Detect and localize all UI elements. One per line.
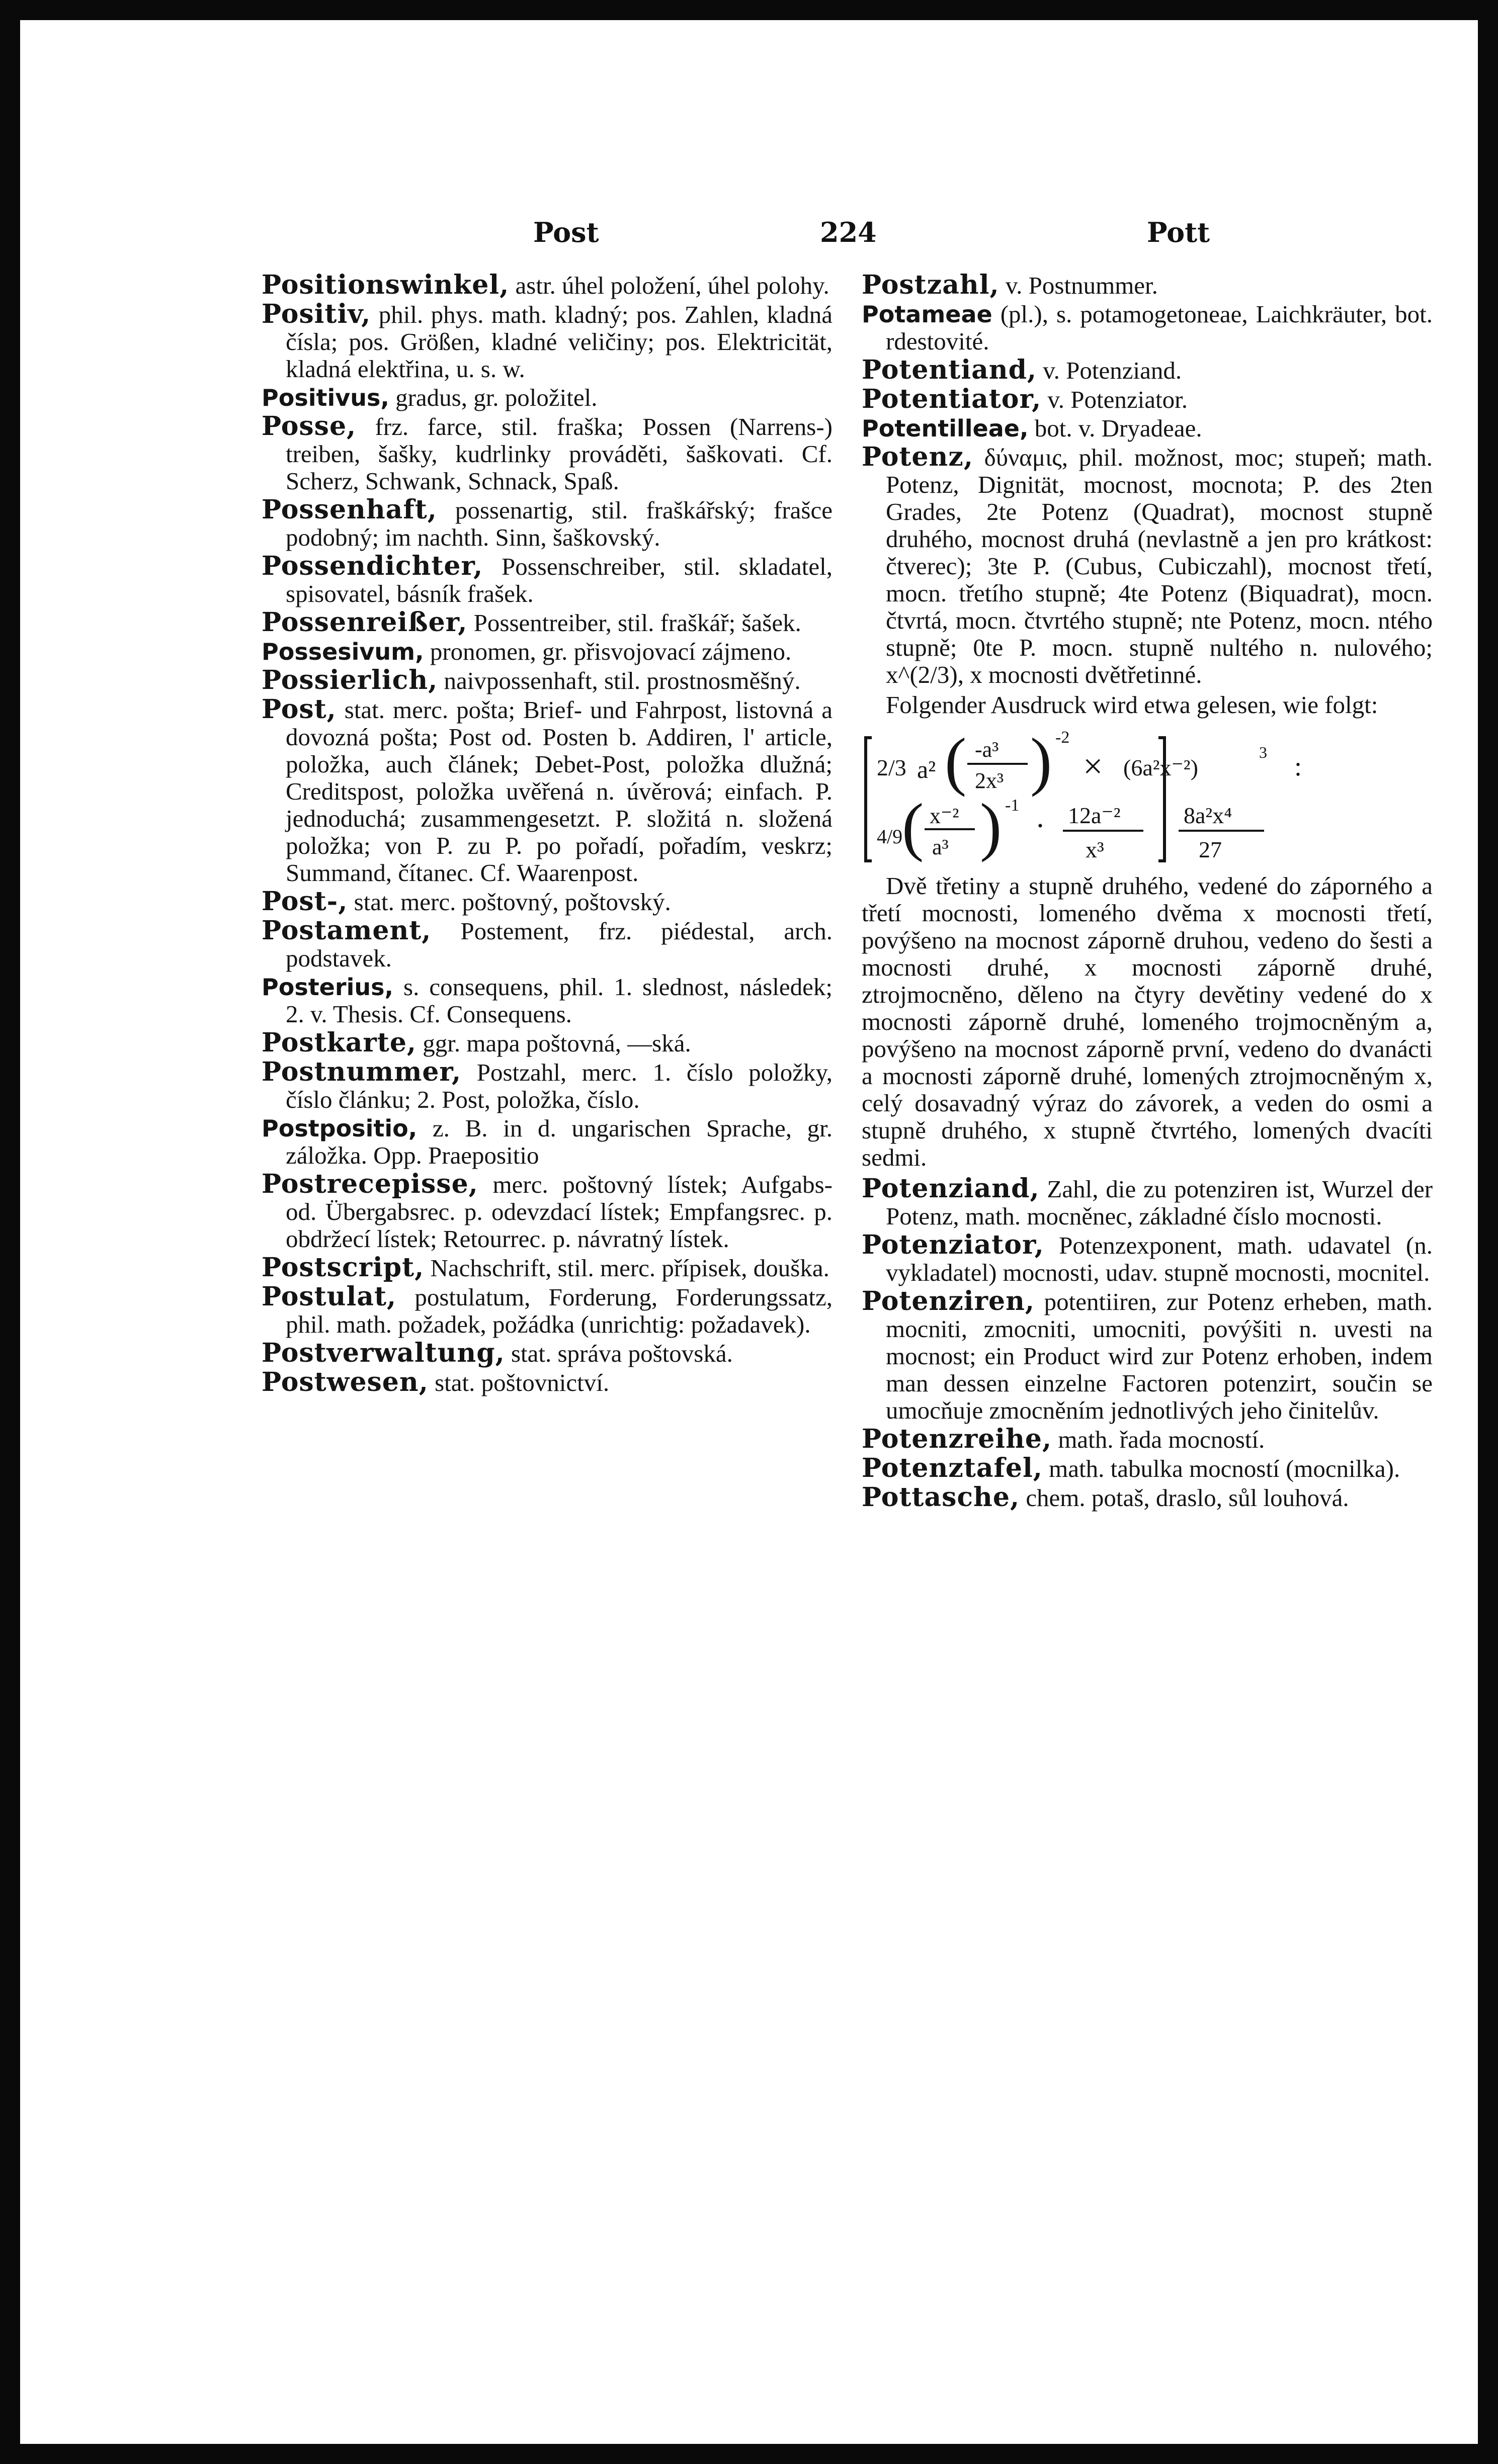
dictionary-entry <box>862 1288 1433 1424</box>
entry-headword: Potenziand, <box>862 1173 1040 1204</box>
running-head-left: Post <box>533 216 599 248</box>
formula-term: 2x³ <box>975 768 1004 793</box>
entry-headword: Postpositio, <box>262 1115 418 1142</box>
entry-definition: ggr. mapa poštovná, —ská. <box>423 1029 691 1057</box>
dictionary-entry <box>262 1254 833 1282</box>
formula-reading: Dvě třetiny a stupně druhého, vedené do záporného a třetí mocnosti, lomeného dvěma x mocnosti třetí, povýšeno na mocnost zápornĕ druhou, vedeno do šesti a mocnosti druhé, x mocnosti záporně druhé, ztrojmocněno, děleno na čtyry devětiny vedené do x mocnosti záporně druhé, lomeného trojmocněným a, povýšeno na mocnost záporně první, vedeno do dvanácti a mocnosti záporně druhé, lomených ztrojmocněným x, celý dosavadný výraz do závorek, a veden do osmi a stupně druhého, x stupně čtvrtého, lomených dvacíti sedmi. <box>862 872 1433 1171</box>
entry-definition: gradus, gr. položitel. <box>395 384 598 411</box>
formula-paren: ( <box>945 725 967 798</box>
formula-graphic <box>862 723 1433 868</box>
formula-term: x⁻² <box>930 804 959 828</box>
formula-paren: ) <box>1030 725 1052 798</box>
entry-headword: Postzahl, <box>862 270 1000 300</box>
entry-headword: Postament, <box>262 915 432 946</box>
formula-term: (6a²x⁻²) <box>1123 755 1198 780</box>
entry-definition: (pl.), s. potamogetoneae, Laichkräuter, bot. rdestovité. <box>886 300 1433 355</box>
entry-headword: Potentiand, <box>862 355 1037 385</box>
entry-headword: Postkarte, <box>262 1027 417 1058</box>
formula-term: a² <box>917 755 936 783</box>
dictionary-entry <box>862 386 1433 413</box>
dictionary-entry <box>262 1029 833 1057</box>
entry-definition: astr. úhel položení, úhel polohy. <box>515 272 829 299</box>
entry-headword: Pottasche, <box>862 1482 1020 1513</box>
entry-definition: s. consequens, phil. 1. slednost, následek; 2. v. Thesis. Cf. Consequens. <box>286 973 833 1028</box>
entry-definition: phil. phys. math. kladný; pos. Zahlen, kladná čísla; pos. Größen, kladné veličiny; pos. Elektricität, kladná elektřina, u. s. w. <box>286 301 833 383</box>
formula-intro: Folgender Ausdruck wird etwa gelesen, wie folgt: <box>886 691 1378 719</box>
formula-paren: ( <box>902 790 924 863</box>
formula-term: -2 <box>1055 728 1070 747</box>
entry-definition: Nachschrift, stil. merc. přípisek, douška. <box>430 1254 829 1282</box>
formula-left-bracket <box>866 738 872 861</box>
formula-term: a³ <box>932 835 949 859</box>
entry-headword: Postrecepisse, <box>262 1169 478 1199</box>
formula-term: 2/3 <box>877 755 906 780</box>
entry-definition: Potenzexponent, math. udavatel (n. vykladatel) mocnosti, udav. stupně mocnosti, mocnitel. <box>886 1231 1433 1286</box>
dictionary-entry <box>862 1455 1433 1482</box>
entry-headword: Potameae <box>862 301 992 328</box>
entry-definition: Possenschreiber, stil. skladatel, spisovatel, básník frašek. <box>286 553 833 607</box>
entry-headword: Postwesen, <box>262 1367 429 1397</box>
entry-definition: v. Potenziand. <box>1043 357 1182 384</box>
entry-definition: Postzahl, merc. 1. číslo položky, číslo článku; 2. Post, položka, číslo. <box>286 1059 833 1113</box>
formula-term: x³ <box>1086 837 1104 862</box>
dictionary-entry <box>262 696 833 887</box>
formula-term: : <box>1294 751 1302 781</box>
dictionary-entry <box>262 638 833 665</box>
entry-headword: Post-, <box>262 886 348 917</box>
entry-definition: merc. poštovný lístek; Aufgabs- od. Übergabsrec. p. odevzdací lístek; Empfangsrec. p. obdržecí lístek; Retourrec. p. návratný lístek. <box>286 1171 833 1253</box>
entry-headword: Postverwaltung, <box>262 1338 505 1368</box>
dictionary-entry <box>262 888 833 916</box>
formula-operator: · <box>1035 809 1045 842</box>
formula-term: 12a⁻² <box>1068 803 1121 828</box>
formula-term: -1 <box>1005 796 1020 815</box>
entry-definition: math. tabulka mocností (mocnilka). <box>1049 1455 1400 1482</box>
formula-term: 8a²x⁴ <box>1184 803 1232 828</box>
page-number: 224 <box>820 216 877 248</box>
entry-definition: naivpossenhaft, stil. prostnosměšný. <box>444 667 801 694</box>
dictionary-entry <box>862 444 1433 688</box>
math-formula <box>862 723 1433 868</box>
right-column-bottom-entries <box>862 1175 1433 1512</box>
formula-term: 27 <box>1199 837 1222 862</box>
entry-headword: Positionswinkel, <box>262 270 510 300</box>
dictionary-entry <box>862 1426 1433 1453</box>
entry-headword: Positiv, <box>262 299 371 329</box>
entry-headword: Potenztafel, <box>862 1453 1043 1483</box>
dictionary-entry <box>262 917 833 972</box>
dictionary-entry <box>262 974 833 1028</box>
entry-headword: Potenzreihe, <box>862 1424 1052 1454</box>
dictionary-entry <box>262 496 833 551</box>
entry-headword: Post, <box>262 694 337 725</box>
entry-definition: Zahl, die zu potenziren ist, Wurzel der Potenz, math. mocněnec, základné číslo mocnosti. <box>886 1175 1433 1230</box>
entry-headword: Posterius, <box>262 974 393 1001</box>
entry-definition: Postement, frz. piédestal, arch. podstavek. <box>286 917 833 972</box>
left-column <box>262 272 833 1398</box>
dictionary-entry <box>262 384 833 411</box>
page-header <box>20 216 1478 261</box>
dictionary-entry <box>862 1484 1433 1512</box>
dictionary-entry <box>862 272 1433 299</box>
entry-definition: Possentreiber, stil. fraškář; šašek. <box>473 609 801 637</box>
entry-headword: Possesivum, <box>262 638 424 665</box>
entry-definition: v. Postnummer. <box>1005 272 1158 299</box>
dictionary-entry <box>862 1175 1433 1230</box>
entry-definition: bot. v. Dryadeae. <box>1034 414 1202 442</box>
entry-headword: Possenhaft, <box>262 494 437 525</box>
dictionary-entry <box>262 301 833 383</box>
dictionary-entry <box>262 413 833 495</box>
dictionary-entry <box>262 1369 833 1396</box>
formula-term: -a³ <box>975 737 999 762</box>
dictionary-entry <box>862 357 1433 384</box>
formula-paren: ) <box>980 790 1002 863</box>
formula-term: 4/9 <box>877 825 903 848</box>
entry-definition: postulatum, Forderung, Forderungssatz, phil. math. požadek, požádka (unrichtig: požadavek). <box>286 1283 833 1338</box>
entry-definition: stat. správa poštovská. <box>511 1340 733 1367</box>
entry-definition: potentiiren, zur Potenz erheben, math. mocniti, zmocniti, umocniti, povýšiti n. uvesti na mocnost; ein Product wird zur Potenz erhoben, indem man dessen einzelne Factoren potenzirt, součin se umocňuje zmocněním jednotlivých jeho činitelův. <box>886 1288 1433 1424</box>
formula-term: 3 <box>1259 743 1267 761</box>
entry-definition: stat. merc. pošta; Brief- und Fahrpost, listovná a dovozná pošta; Post od. Posten b. Addiren, l' article, položka, auch článek; Debet-Post, položka dlužná; Creditspost, položka uvěřená n. úvěrová; einfach. P. jednoduchá; zusammengesetzt. P. složitá n. složená položka; von P. zu P. po pořadí, pořadím, veskrz; Summand, čítanec. Cf. Waarenpost. <box>286 696 833 887</box>
dictionary-entry <box>262 1171 833 1253</box>
formula-operator: × <box>1083 747 1103 786</box>
entry-definition: frz. farce, stil. fraška; Possen (Narrens-) treiben, šašky, kudrlinky prováděti, šaškovati. Cf. Scherz, Schwank, Schnack, Spaß. <box>286 413 833 495</box>
entry-definition: δύναμις, phil. možnost, moc; stupeň; math. Potenz, Dignität, mocnost, mocnota; P. des 2ten Grades, 2te Potenz (Quadrat), mocnost stupně druhého, mocnost druhá (nevlastně a jen pro krátkost: čtverec); 3te P. (Cubus, Cubiczahl), mocnost třetí, mocn. třetího stupně; 4te Potenz (Biquadrat), mocn. čtvrtá, mocn. čtvrtého stupně; nte Potenz, mocn. ntého stupně; 0te P. mocn. stupně nultého n. nulového; x^(2/3), x mocnosti dvětřetinné. <box>886 444 1433 688</box>
entry-headword: Possendichter, <box>262 551 483 581</box>
dictionary-entry <box>262 609 833 637</box>
entry-headword: Posse, <box>262 411 357 442</box>
dictionary-entry <box>262 667 833 694</box>
dictionary-entry <box>262 1283 833 1338</box>
dictionary-entry <box>262 272 833 299</box>
entry-definition: chem. potaš, draslo, sůl louhová. <box>1026 1484 1349 1512</box>
entry-headword: Potentilleae, <box>862 415 1029 442</box>
entry-definition: pronomen, gr. přisvojovací zájmeno. <box>430 638 792 665</box>
entry-definition: stat. poštovnictví. <box>435 1369 610 1396</box>
running-head-right: Pott <box>1147 216 1210 248</box>
dictionary-entry <box>262 1115 833 1169</box>
dictionary-entry <box>262 1340 833 1367</box>
dictionary-entry <box>862 301 1433 355</box>
dictionary-entry <box>862 1231 1433 1286</box>
entry-definition: z. B. in d. ungarischen Sprache, gr. záložka. Opp. Praepositio <box>286 1114 833 1169</box>
entry-headword: Postulat, <box>262 1281 397 1312</box>
entry-definition: stat. merc. poštovný, poštovský. <box>354 888 671 916</box>
dictionary-page <box>20 20 1478 2444</box>
dictionary-entry <box>262 1059 833 1113</box>
entry-headword: Postscript, <box>262 1252 425 1283</box>
entry-headword: Postnummer, <box>262 1057 462 1087</box>
entry-headword: Potenziator, <box>862 1229 1044 1260</box>
entry-headword: Positivus, <box>262 384 389 411</box>
entry-headword: Potentiator, <box>862 384 1042 414</box>
entry-headword: Possenreißer, <box>262 607 468 638</box>
entry-headword: Possierlich, <box>262 665 438 695</box>
entry-definition: v. Potenziator. <box>1047 386 1188 413</box>
entry-definition: math. řada mocností. <box>1058 1426 1265 1453</box>
right-column <box>862 272 1433 1513</box>
right-column-top-entries <box>862 272 1433 688</box>
entry-headword: Potenziren, <box>862 1286 1035 1316</box>
dictionary-entry <box>262 553 833 607</box>
entry-headword: Potenz, <box>862 442 973 472</box>
entry-definition: possenartig, stil. fraškářský; frašce podobný; im nachth. Sinn, šaškovský. <box>286 496 833 551</box>
dictionary-entry <box>862 415 1433 442</box>
